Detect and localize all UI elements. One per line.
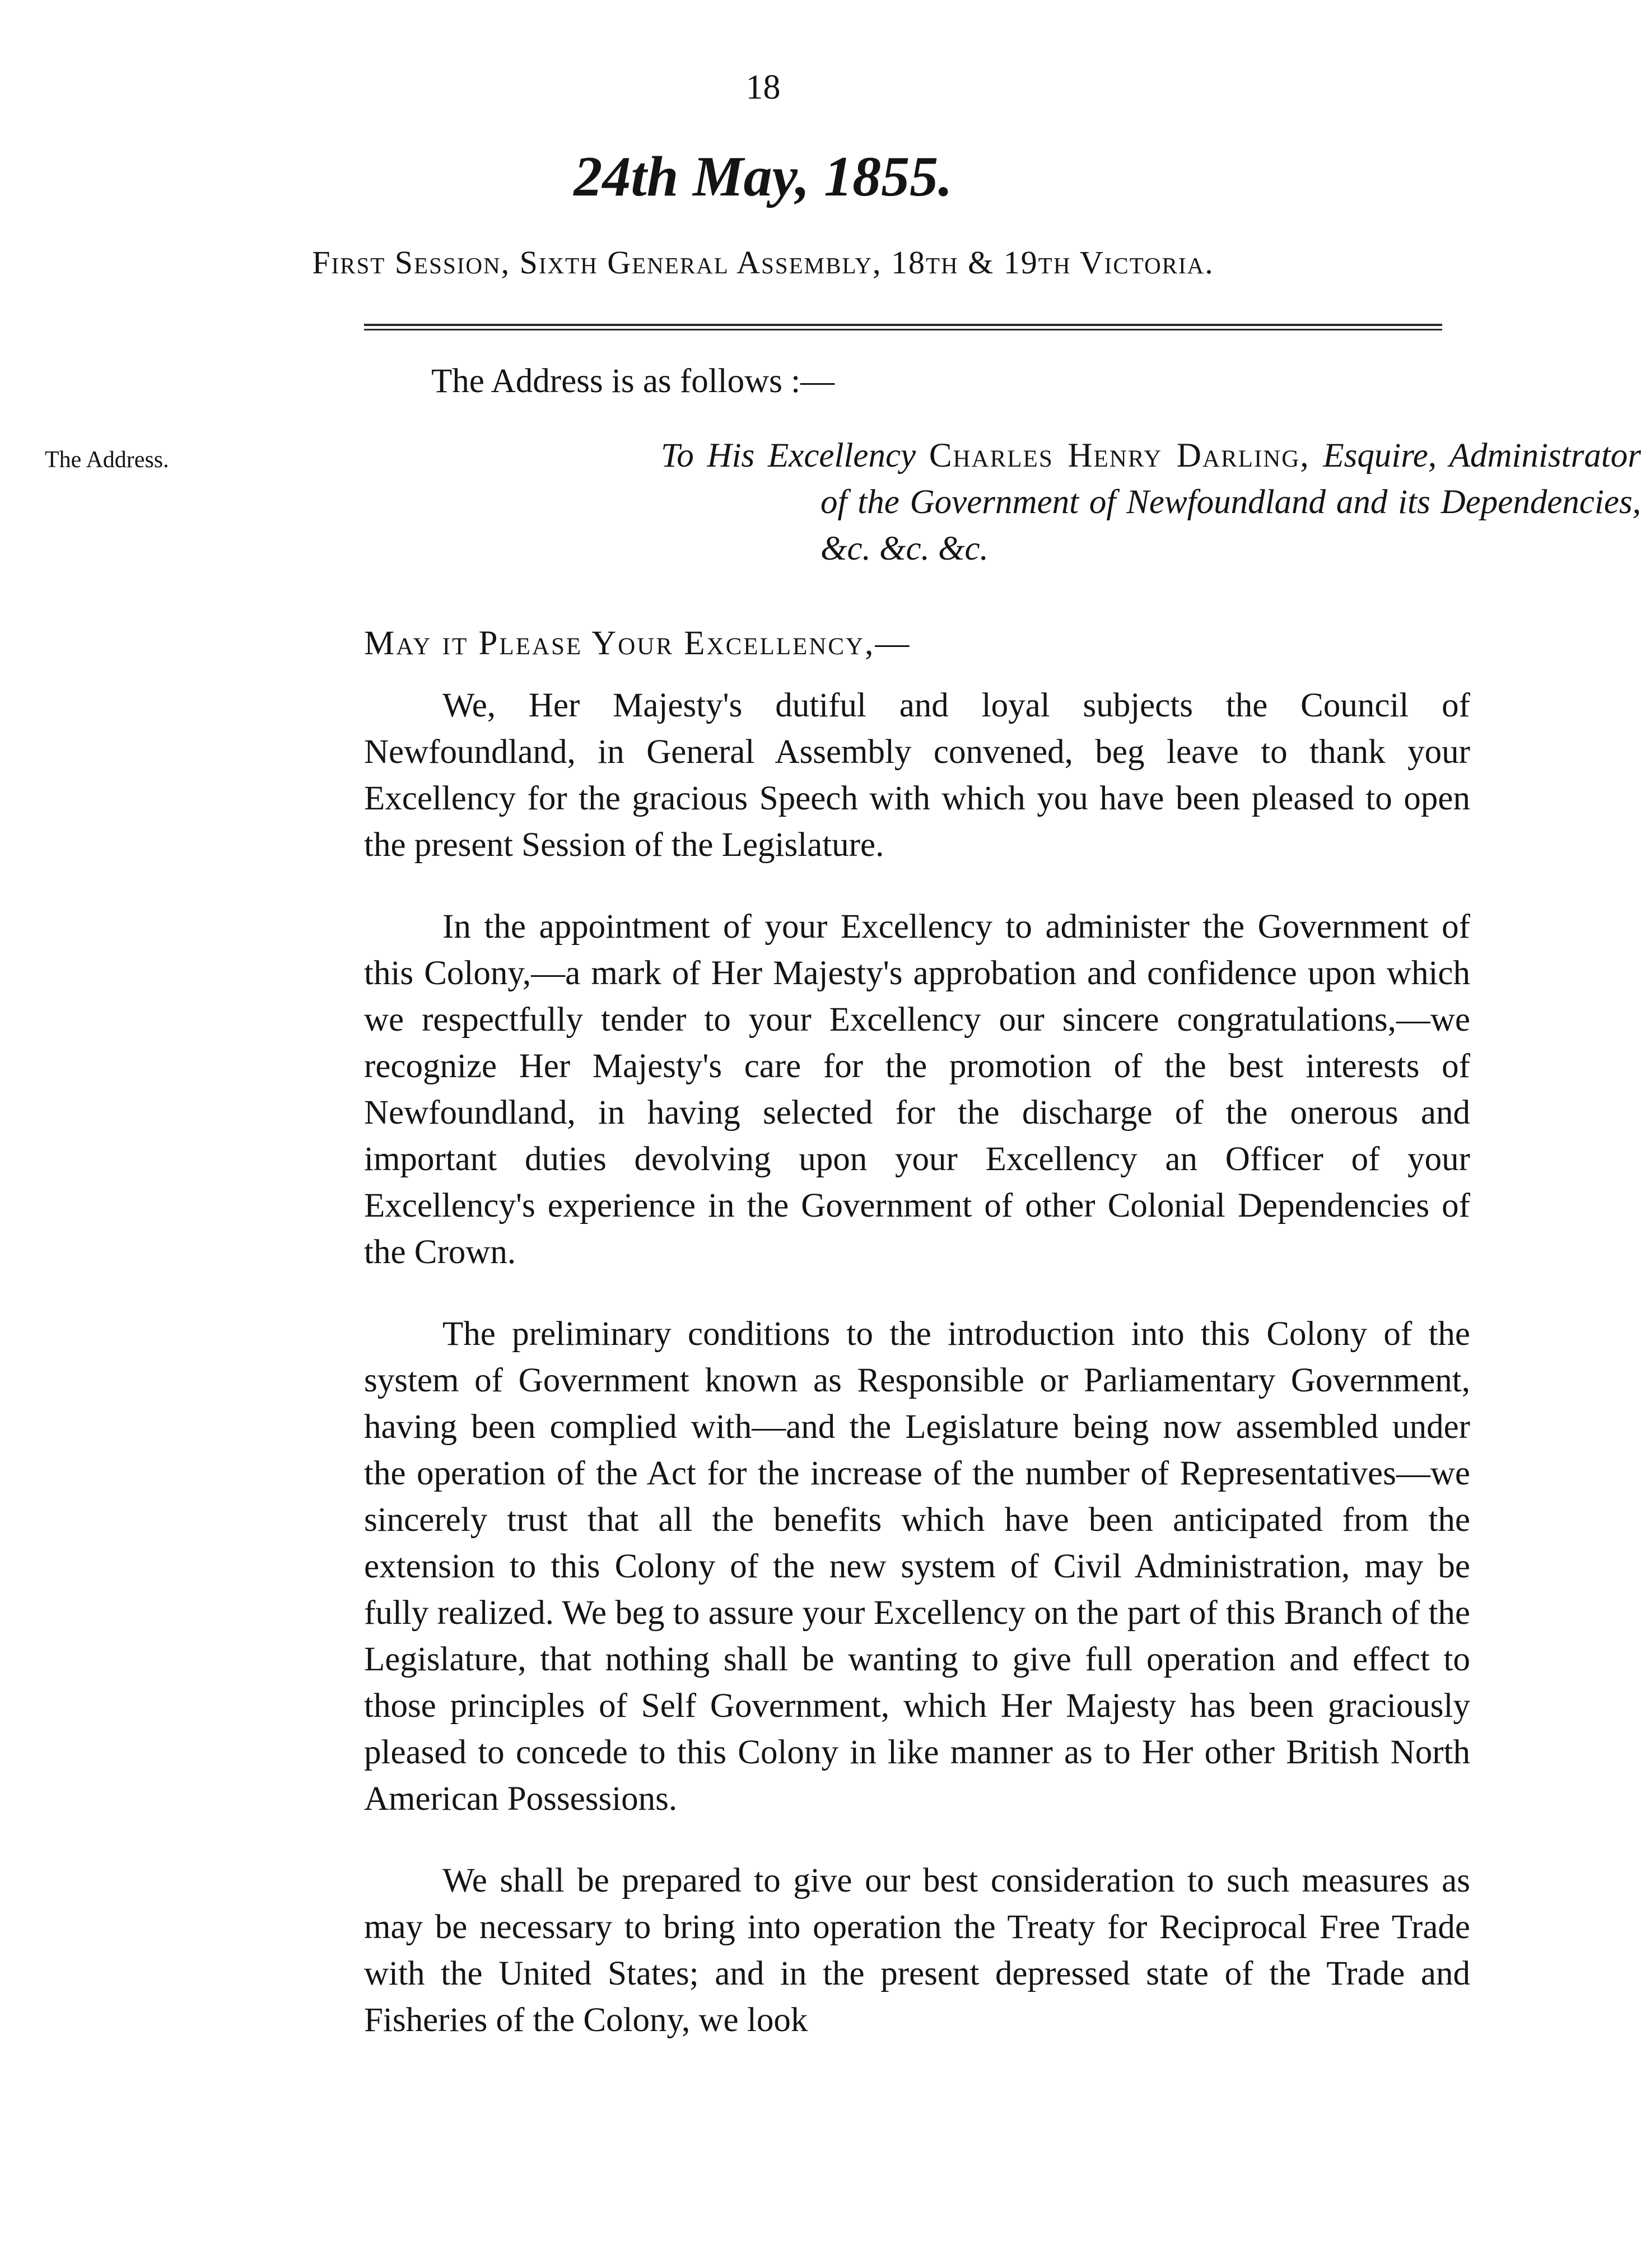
recipient-title: Esquire, Administrator of the Government of Newfoundland and its Dependencies, &c. &c. &c. [820,437,1641,567]
margin-note: The Address. [45,447,169,473]
salutation: May it Please Your Excellency,— [364,625,911,662]
address-recipient [661,432,1641,572]
recipient-prefix: To His Excellency [661,437,916,474]
paragraph: The preliminary conditions to the introduction into this Colony of the system of Government known as Responsible or Parliamentary Government, having been complied with—and the Legislature being now assembled under the operation of the Act for the increase of the number of Representatives—we sincerely trust that all the benefits which have been anticipated from the extension to this Colony of the new system of Civil Administration, may be fully realized. We beg to assure your Excellency on the part of this Branch of the Legislature, that nothing shall be wanting to give full operation and effect to those principles of Self Government, which Her Majesty has been graciously pleased to concede to this Colony in like manner as to Her other British North American Possessions. [364,1315,1470,1818]
paragraph: In the appointment of your Excellency to administer the Government of this Colony,—a mark of Her Majesty's approbation and confidence upon which we respectfully tender to your Excellency our sincere congratulations,—we recognize Her Majesty's care for the promotion of the best interests of Newfoundland, in having selected for the discharge of the onerous and important duties devolving upon your Excellency an Officer of your Excellency's experience in the Government of other Colonial Dependencies of the Crown. [364,908,1470,1271]
address-intro: The Address is as follows :— [431,362,835,400]
page-number: 18 [745,68,781,106]
recipient-name: Charles Henry Darling, [929,437,1310,474]
date-heading: 24th May, 1855. [574,145,953,208]
double-rule-divider [364,324,1442,330]
address-body [364,682,1470,2043]
paragraph: We, Her Majesty's dutiful and loyal subjects the Council of Newfoundland, in General Assembly convened, beg leave to thank your Excellency for the gracious Speech with which you have been pleased to open the present Session of the Legislature. [364,687,1470,864]
paragraph: We shall be prepared to give our best consideration to such measures as may be necessary to bring into operation the Treaty for Reciprocal Free Trade with the United States; and in the present depressed state of the Trade and Fisheries of the Colony, we look [364,1862,1470,2039]
session-line: First Session, Sixth General Assembly, 18th & 19th Victoria. [312,244,1214,281]
